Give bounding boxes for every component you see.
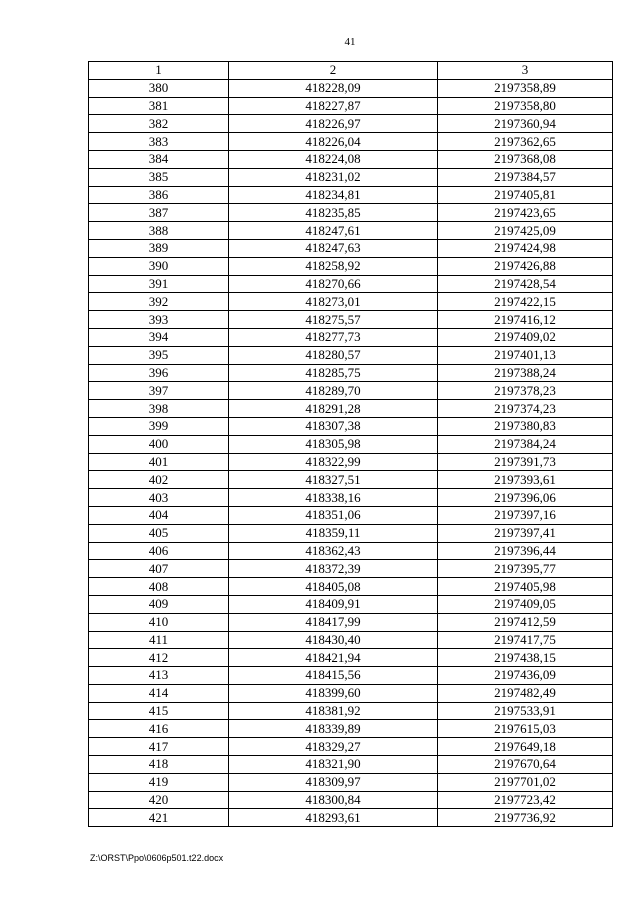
table-row: [89, 222, 613, 240]
cell-point-number: 386: [89, 186, 229, 204]
cell-y-coordinate: 2197701,02: [438, 773, 613, 791]
cell-y-coordinate: 2197426,88: [438, 257, 613, 275]
cell-x-coordinate: 418399,60: [229, 684, 438, 702]
table-row: [89, 115, 613, 133]
cell-y-coordinate: 2197396,44: [438, 542, 613, 560]
table-row: [89, 382, 613, 400]
cell-x-coordinate: 418291,28: [229, 400, 438, 418]
table-row: [89, 168, 613, 186]
table-row: [89, 417, 613, 435]
table-row: [89, 578, 613, 596]
table-row: [89, 720, 613, 738]
cell-y-coordinate: 2197358,80: [438, 97, 613, 115]
cell-x-coordinate: 418381,92: [229, 702, 438, 720]
cell-point-number: 408: [89, 578, 229, 596]
cell-x-coordinate: 418339,89: [229, 720, 438, 738]
cell-point-number: 410: [89, 613, 229, 631]
cell-point-number: 394: [89, 328, 229, 346]
cell-y-coordinate: 2197409,05: [438, 595, 613, 613]
cell-x-coordinate: 418277,73: [229, 328, 438, 346]
cell-point-number: 420: [89, 791, 229, 809]
table-row: [89, 756, 613, 774]
cell-y-coordinate: 2197378,23: [438, 382, 613, 400]
cell-x-coordinate: 418300,84: [229, 791, 438, 809]
table-row: [89, 400, 613, 418]
cell-point-number: 416: [89, 720, 229, 738]
cell-point-number: 406: [89, 542, 229, 560]
cell-point-number: 417: [89, 738, 229, 756]
cell-y-coordinate: 2197360,94: [438, 115, 613, 133]
cell-x-coordinate: 418258,92: [229, 257, 438, 275]
table-row: [89, 773, 613, 791]
cell-point-number: 411: [89, 631, 229, 649]
cell-x-coordinate: 418231,02: [229, 168, 438, 186]
cell-x-coordinate: 418226,04: [229, 133, 438, 151]
cell-x-coordinate: 418421,94: [229, 649, 438, 667]
table-row: [89, 560, 613, 578]
cell-x-coordinate: 418228,09: [229, 79, 438, 97]
table-row: [89, 738, 613, 756]
cell-point-number: 381: [89, 97, 229, 115]
table-row: [89, 524, 613, 542]
cell-y-coordinate: 2197428,54: [438, 275, 613, 293]
cell-y-coordinate: 2197374,23: [438, 400, 613, 418]
table-row: [89, 631, 613, 649]
table-header-row: [89, 62, 613, 80]
cell-point-number: 404: [89, 506, 229, 524]
cell-point-number: 383: [89, 133, 229, 151]
cell-point-number: 399: [89, 417, 229, 435]
cell-y-coordinate: 2197438,15: [438, 649, 613, 667]
cell-y-coordinate: 2197423,65: [438, 204, 613, 222]
cell-x-coordinate: 418309,97: [229, 773, 438, 791]
cell-y-coordinate: 2197412,59: [438, 613, 613, 631]
table-row: [89, 346, 613, 364]
cell-point-number: 415: [89, 702, 229, 720]
table-row: [89, 311, 613, 329]
cell-point-number: 412: [89, 649, 229, 667]
cell-y-coordinate: 2197395,77: [438, 560, 613, 578]
cell-point-number: 418: [89, 756, 229, 774]
table-row: [89, 435, 613, 453]
column-header-number: 1: [89, 62, 229, 80]
cell-y-coordinate: 2197422,15: [438, 293, 613, 311]
cell-y-coordinate: 2197533,91: [438, 702, 613, 720]
cell-point-number: 389: [89, 239, 229, 257]
table-row: [89, 453, 613, 471]
cell-y-coordinate: 2197391,73: [438, 453, 613, 471]
cell-x-coordinate: 418409,91: [229, 595, 438, 613]
cell-y-coordinate: 2197358,89: [438, 79, 613, 97]
cell-point-number: 382: [89, 115, 229, 133]
cell-y-coordinate: 2197723,42: [438, 791, 613, 809]
cell-x-coordinate: 418224,08: [229, 150, 438, 168]
cell-x-coordinate: 418289,70: [229, 382, 438, 400]
cell-point-number: 380: [89, 79, 229, 97]
cell-point-number: 388: [89, 222, 229, 240]
cell-y-coordinate: 2197670,64: [438, 756, 613, 774]
column-header-x: 2: [229, 62, 438, 80]
cell-point-number: 403: [89, 489, 229, 507]
cell-point-number: 407: [89, 560, 229, 578]
cell-x-coordinate: 418227,87: [229, 97, 438, 115]
table-body: [89, 79, 613, 826]
cell-point-number: 398: [89, 400, 229, 418]
table-row: [89, 667, 613, 685]
table-row: [89, 649, 613, 667]
table-row: [89, 133, 613, 151]
cell-x-coordinate: 418359,11: [229, 524, 438, 542]
table-row: [89, 684, 613, 702]
table-row: [89, 364, 613, 382]
page-number: 41: [344, 36, 356, 48]
cell-point-number: 392: [89, 293, 229, 311]
cell-point-number: 400: [89, 435, 229, 453]
cell-y-coordinate: 2197736,92: [438, 809, 613, 827]
cell-y-coordinate: 2197405,98: [438, 578, 613, 596]
cell-point-number: 396: [89, 364, 229, 382]
cell-x-coordinate: 418372,39: [229, 560, 438, 578]
cell-x-coordinate: 418280,57: [229, 346, 438, 364]
cell-x-coordinate: 418329,27: [229, 738, 438, 756]
table-row: [89, 471, 613, 489]
table-row: [89, 293, 613, 311]
cell-x-coordinate: 418226,97: [229, 115, 438, 133]
table-row: [89, 275, 613, 293]
coordinates-table: [88, 61, 613, 827]
cell-point-number: 413: [89, 667, 229, 685]
cell-point-number: 384: [89, 150, 229, 168]
cell-point-number: 402: [89, 471, 229, 489]
cell-x-coordinate: 418305,98: [229, 435, 438, 453]
cell-y-coordinate: 2197388,24: [438, 364, 613, 382]
cell-y-coordinate: 2197393,61: [438, 471, 613, 489]
cell-x-coordinate: 418275,57: [229, 311, 438, 329]
table-row: [89, 489, 613, 507]
cell-x-coordinate: 418430,40: [229, 631, 438, 649]
cell-point-number: 421: [89, 809, 229, 827]
cell-y-coordinate: 2197424,98: [438, 239, 613, 257]
cell-y-coordinate: 2197482,49: [438, 684, 613, 702]
cell-point-number: 397: [89, 382, 229, 400]
cell-y-coordinate: 2197425,09: [438, 222, 613, 240]
cell-x-coordinate: 418327,51: [229, 471, 438, 489]
cell-x-coordinate: 418247,63: [229, 239, 438, 257]
cell-y-coordinate: 2197649,18: [438, 738, 613, 756]
table-row: [89, 150, 613, 168]
table-row: [89, 186, 613, 204]
cell-y-coordinate: 2197615,03: [438, 720, 613, 738]
cell-y-coordinate: 2197397,41: [438, 524, 613, 542]
cell-y-coordinate: 2197362,65: [438, 133, 613, 151]
column-header-y: 3: [438, 62, 613, 80]
cell-y-coordinate: 2197436,09: [438, 667, 613, 685]
cell-y-coordinate: 2197409,02: [438, 328, 613, 346]
cell-y-coordinate: 2197384,57: [438, 168, 613, 186]
table-row: [89, 542, 613, 560]
cell-x-coordinate: 418405,08: [229, 578, 438, 596]
table-row: [89, 257, 613, 275]
cell-y-coordinate: 2197417,75: [438, 631, 613, 649]
table-row: [89, 79, 613, 97]
cell-point-number: 409: [89, 595, 229, 613]
cell-x-coordinate: 418270,66: [229, 275, 438, 293]
cell-point-number: 385: [89, 168, 229, 186]
cell-x-coordinate: 418247,61: [229, 222, 438, 240]
cell-y-coordinate: 2197396,06: [438, 489, 613, 507]
cell-point-number: 393: [89, 311, 229, 329]
table-row: [89, 809, 613, 827]
table-row: [89, 239, 613, 257]
cell-point-number: 391: [89, 275, 229, 293]
table-row: [89, 97, 613, 115]
cell-x-coordinate: 418415,56: [229, 667, 438, 685]
table-row: [89, 328, 613, 346]
table-row: [89, 702, 613, 720]
cell-x-coordinate: 418235,85: [229, 204, 438, 222]
cell-y-coordinate: 2197397,16: [438, 506, 613, 524]
table-row: [89, 791, 613, 809]
cell-point-number: 387: [89, 204, 229, 222]
footer-file-path: Z:\ORST\Ppo\0606p501.t22.docx: [90, 853, 224, 863]
cell-x-coordinate: 418273,01: [229, 293, 438, 311]
cell-point-number: 414: [89, 684, 229, 702]
cell-x-coordinate: 418322,99: [229, 453, 438, 471]
cell-y-coordinate: 2197416,12: [438, 311, 613, 329]
table-row: [89, 506, 613, 524]
cell-x-coordinate: 418321,90: [229, 756, 438, 774]
cell-y-coordinate: 2197405,81: [438, 186, 613, 204]
cell-x-coordinate: 418362,43: [229, 542, 438, 560]
cell-y-coordinate: 2197384,24: [438, 435, 613, 453]
cell-point-number: 395: [89, 346, 229, 364]
cell-y-coordinate: 2197401,13: [438, 346, 613, 364]
cell-x-coordinate: 418351,06: [229, 506, 438, 524]
cell-x-coordinate: 418338,16: [229, 489, 438, 507]
cell-x-coordinate: 418234,81: [229, 186, 438, 204]
table-row: [89, 613, 613, 631]
cell-x-coordinate: 418417,99: [229, 613, 438, 631]
table-row: [89, 204, 613, 222]
cell-x-coordinate: 418285,75: [229, 364, 438, 382]
cell-point-number: 405: [89, 524, 229, 542]
cell-point-number: 401: [89, 453, 229, 471]
cell-point-number: 390: [89, 257, 229, 275]
cell-point-number: 419: [89, 773, 229, 791]
cell-x-coordinate: 418293,61: [229, 809, 438, 827]
cell-y-coordinate: 2197380,83: [438, 417, 613, 435]
cell-x-coordinate: 418307,38: [229, 417, 438, 435]
table-row: [89, 595, 613, 613]
cell-y-coordinate: 2197368,08: [438, 150, 613, 168]
